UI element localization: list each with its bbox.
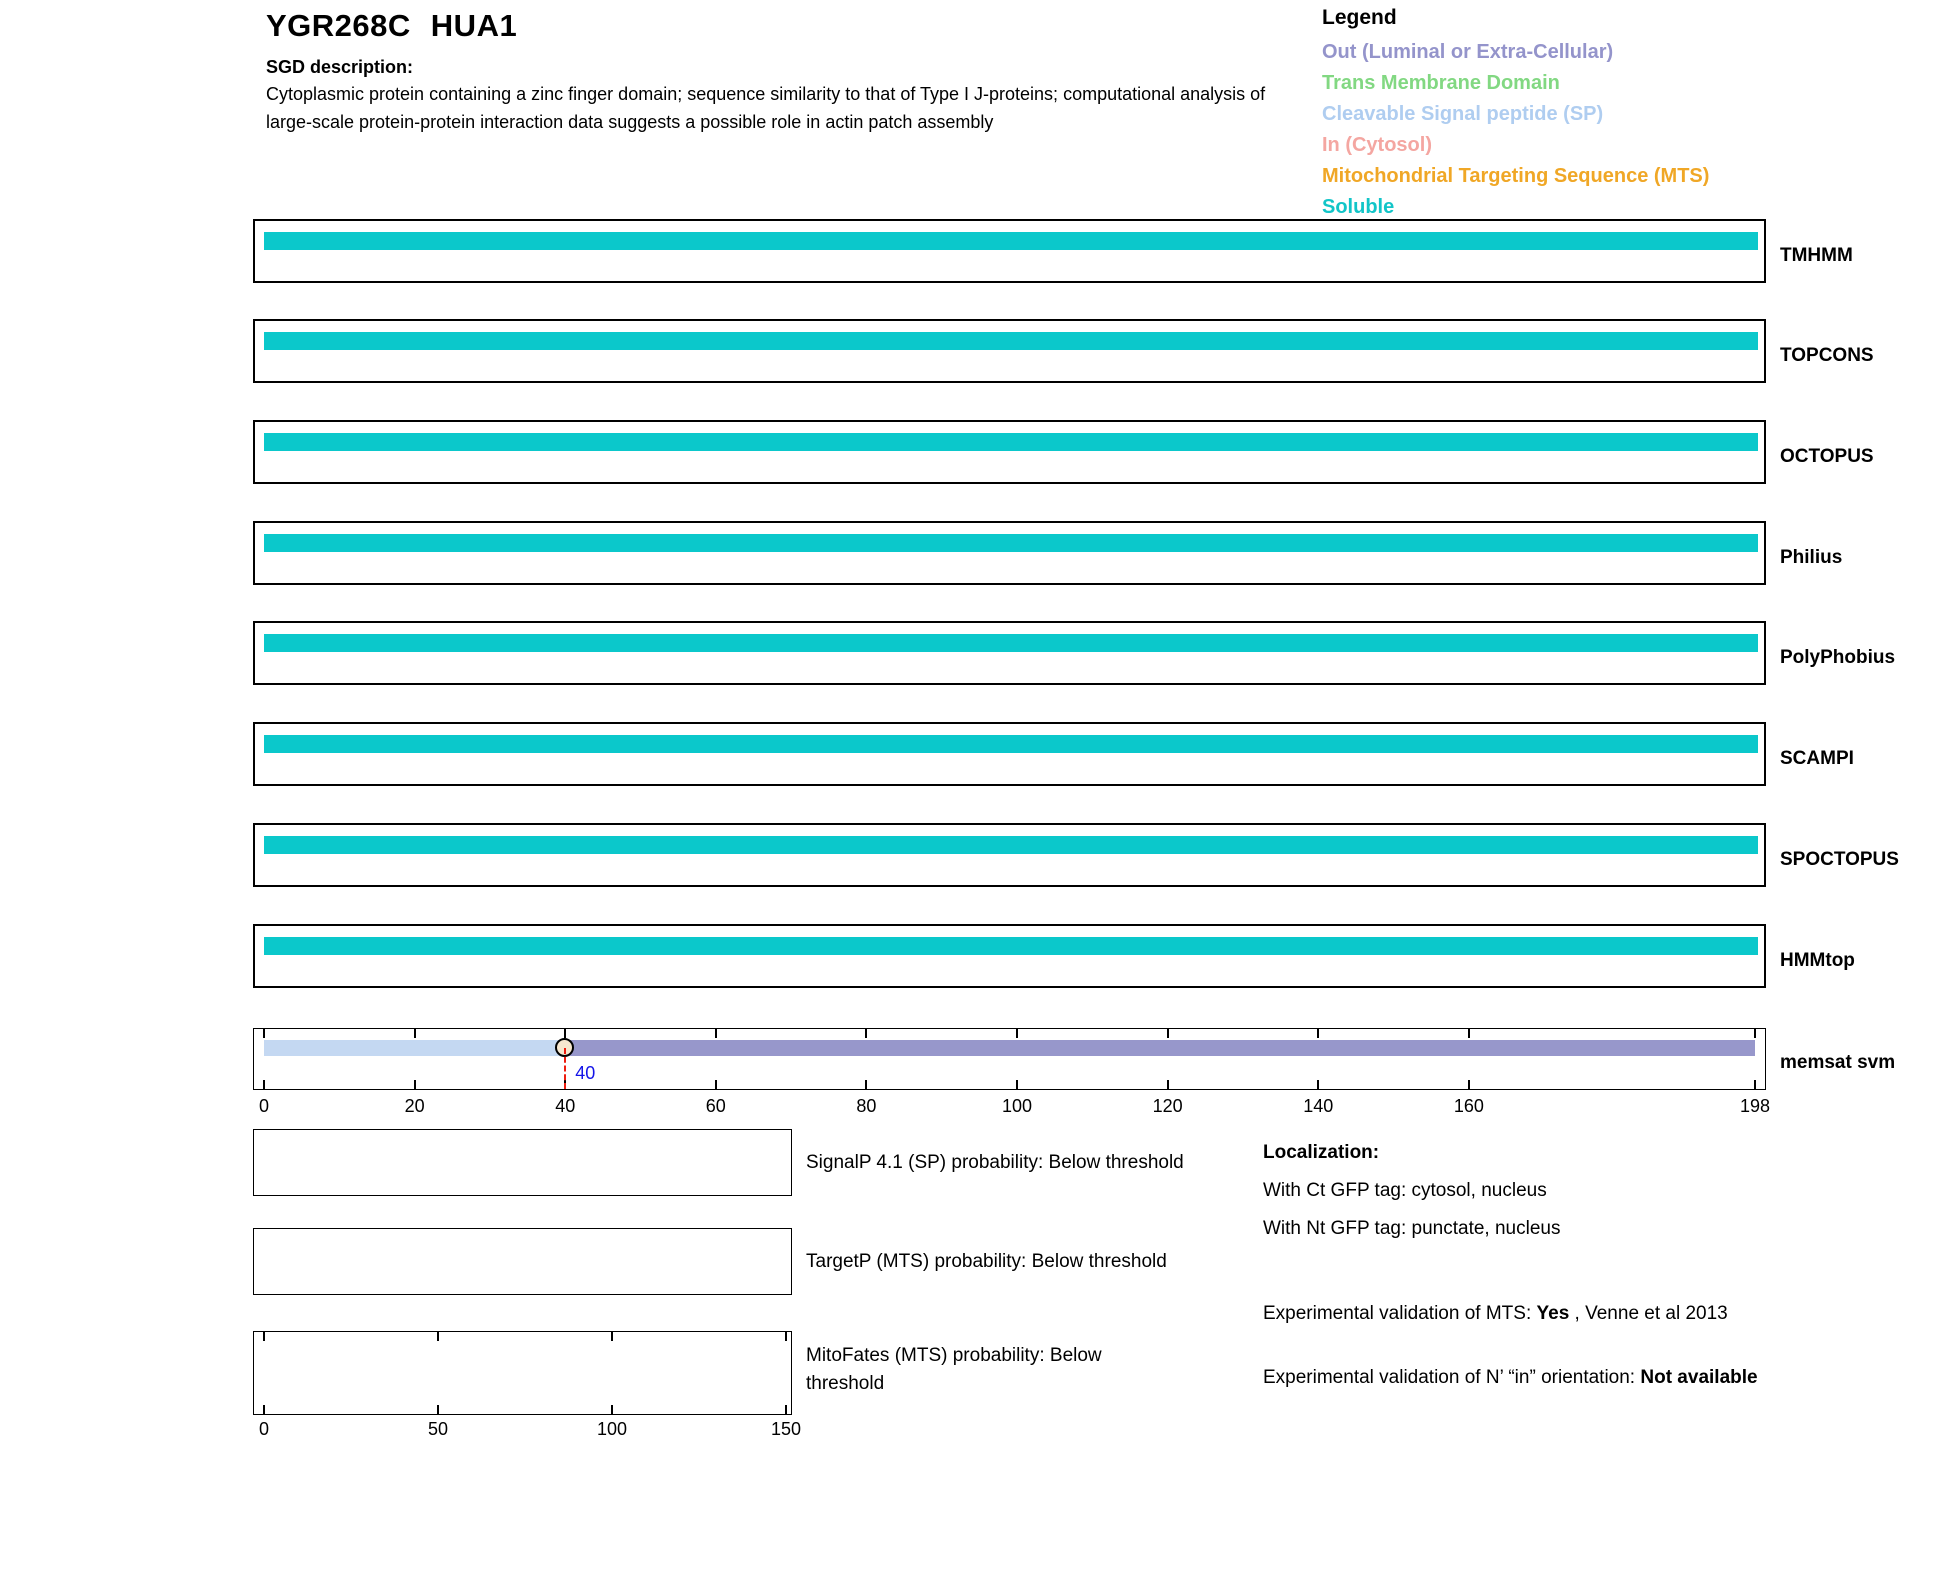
nt-gfp-line: With Nt GFP tag: punctate, nucleus [1263, 1218, 1561, 1239]
mitofates-axis-label-150: 150 [770, 1419, 802, 1439]
memsat-axis-label-40: 40 [555, 1096, 576, 1116]
legend-item-in: In (Cytosol) [1322, 134, 1432, 156]
memsat-axis-label-160: 160 [1453, 1096, 1484, 1116]
mitofates-tick-top-0 [263, 1332, 265, 1341]
mts-validation-suffix: , Venne et al 2013 [1569, 1303, 1728, 1324]
protein-name: HUA1 [430, 8, 518, 43]
track-label-polyphobius: PolyPhobius [1780, 647, 1896, 668]
targetp-label: TargetP (MTS) probability: Below threshold [806, 1251, 1167, 1272]
track-label-spoctopus: SPOCTOPUS [1780, 849, 1899, 870]
memsat-axis-label-80: 80 [856, 1096, 877, 1116]
mitofates-axis-label-0: 0 [258, 1419, 270, 1439]
ct-gfp-line: With Ct GFP tag: cytosol, nucleus [1263, 1180, 1547, 1201]
memsat-axis-label-60: 60 [705, 1096, 726, 1116]
prediction-track-box-octopus [253, 420, 1766, 484]
sgd-description-heading: SGD description: [266, 57, 414, 77]
memsat-tick-bottom-140 [1317, 1080, 1319, 1089]
legend-item-sp: Cleavable Signal peptide (SP) [1322, 103, 1604, 125]
signalp-label: SignalP 4.1 (SP) probability: Below threshold [806, 1152, 1184, 1173]
soluble-bar [264, 232, 1758, 250]
memsat-tick-bottom-20 [414, 1080, 416, 1089]
cleavage-position-line [564, 1048, 566, 1089]
memsat-axis [254, 1096, 1771, 1120]
soluble-bar [264, 735, 1758, 753]
memsat-tick-top-198 [1754, 1029, 1756, 1038]
mitofates-axis [254, 1419, 802, 1443]
localization-heading: Localization: [1263, 1142, 1380, 1163]
mts-validation-prefix: Experimental validation of MTS: [1263, 1303, 1537, 1324]
mitofates-tick-top-50 [437, 1332, 439, 1341]
mitofates-axis-label-50: 50 [427, 1419, 449, 1439]
targetp-plot-box [253, 1228, 792, 1295]
soluble-bar [264, 937, 1758, 955]
prediction-track-box-hmmtop [253, 924, 1766, 988]
mitofates-tick-bottom-50 [437, 1405, 439, 1414]
prediction-track-box-spoctopus [253, 823, 1766, 887]
soluble-bar [264, 332, 1758, 350]
memsat-tick-top-20 [414, 1029, 416, 1038]
memsat-axis-label-198: 198 [1739, 1096, 1771, 1116]
mts-validation-value: Yes [1536, 1303, 1570, 1324]
legend-item-mts: Mitochondrial Targeting Sequence (MTS) [1322, 165, 1710, 187]
memsat-segment-1 [565, 1040, 1755, 1056]
soluble-bar [264, 534, 1758, 552]
soluble-bar [264, 836, 1758, 854]
memsat-axis-label-120: 120 [1152, 1096, 1183, 1116]
memsat-tick-bottom-198 [1754, 1080, 1756, 1089]
memsat-axis-label-0: 0 [258, 1096, 270, 1116]
mitofates-tick-top-100 [611, 1332, 613, 1341]
memsat-tick-top-100 [1016, 1029, 1018, 1038]
legend-item-soluble: Soluble [1322, 196, 1395, 218]
memsat-tick-bottom-160 [1468, 1080, 1470, 1089]
orientation-validation-prefix: Experimental validation of N’ “in” orientation: [1263, 1367, 1641, 1388]
track-label-philius: Philius [1780, 547, 1843, 568]
track-label-tmhmm: TMHMM [1780, 245, 1853, 266]
memsat-tick-bottom-0 [263, 1080, 265, 1089]
memsat-tick-bottom-100 [1016, 1080, 1018, 1089]
mts-validation-line [1263, 1303, 1728, 1325]
mitofates-label: MitoFates (MTS) probability: Below threshold [806, 1345, 1102, 1394]
prediction-track-box-tmhmm [253, 219, 1766, 283]
mitofates-tick-bottom-0 [263, 1405, 265, 1414]
track-label-octopus: OCTOPUS [1780, 446, 1874, 467]
memsat-tick-bottom-120 [1167, 1080, 1169, 1089]
mitofates-plot-box [253, 1331, 792, 1415]
prediction-track-box-philius [253, 521, 1766, 585]
orientation-validation-value: Not available [1640, 1367, 1758, 1388]
legend-title: Legend [1322, 6, 1397, 29]
soluble-bar [264, 433, 1758, 451]
cleavage-position-label: 40 [575, 1063, 596, 1083]
orientation-validation-line [1263, 1362, 1763, 1393]
track-label-scampi: SCAMPI [1780, 748, 1854, 769]
prediction-track-box-scampi [253, 722, 1766, 786]
page-title [266, 8, 517, 44]
track-label-hmmtop: HMMtop [1780, 950, 1855, 971]
memsat-axis-label-20: 20 [404, 1096, 425, 1116]
mitofates-tick-bottom-100 [611, 1405, 613, 1414]
memsat-tick-top-160 [1468, 1029, 1470, 1038]
memsat-tick-top-80 [865, 1029, 867, 1038]
memsat-axis-label-100: 100 [1001, 1096, 1033, 1116]
memsat-segment-0 [264, 1040, 565, 1056]
soluble-bar [264, 634, 1758, 652]
signalp-plot-box [253, 1129, 792, 1196]
prediction-track-box-topcons [253, 319, 1766, 383]
memsat-tick-top-0 [263, 1029, 265, 1038]
mitofates-tick-bottom-150 [785, 1405, 787, 1414]
mitofates-axis-label-100: 100 [596, 1419, 628, 1439]
memsat-tick-bottom-80 [865, 1080, 867, 1089]
track-label-topcons: TOPCONS [1780, 345, 1874, 366]
gene-id: YGR268C [266, 8, 411, 43]
legend-item-out: Out (Luminal or Extra-Cellular) [1322, 41, 1614, 63]
sgd-description-text: Cytoplasmic protein containing a zinc finger domain; sequence similarity to that of Type I J-proteins; computational analysis of large-scale protein-protein interaction data suggests a possible role in actin patch assembly [266, 84, 1266, 132]
memsat-axis-label-140: 140 [1303, 1096, 1334, 1116]
mitofates-tick-top-150 [785, 1332, 787, 1341]
track-label-memsat: memsat svm [1780, 1052, 1896, 1073]
memsat-tick-top-60 [715, 1029, 717, 1038]
memsat-tick-top-120 [1167, 1029, 1169, 1038]
legend-item-tm: Trans Membrane Domain [1322, 72, 1560, 94]
prediction-track-box-polyphobius [253, 621, 1766, 685]
memsat-tick-top-140 [1317, 1029, 1319, 1038]
legend [1322, 6, 1709, 223]
memsat-tick-bottom-60 [715, 1080, 717, 1089]
memsat-tick-top-40 [564, 1029, 566, 1038]
memsat-track-box [253, 1028, 1766, 1090]
